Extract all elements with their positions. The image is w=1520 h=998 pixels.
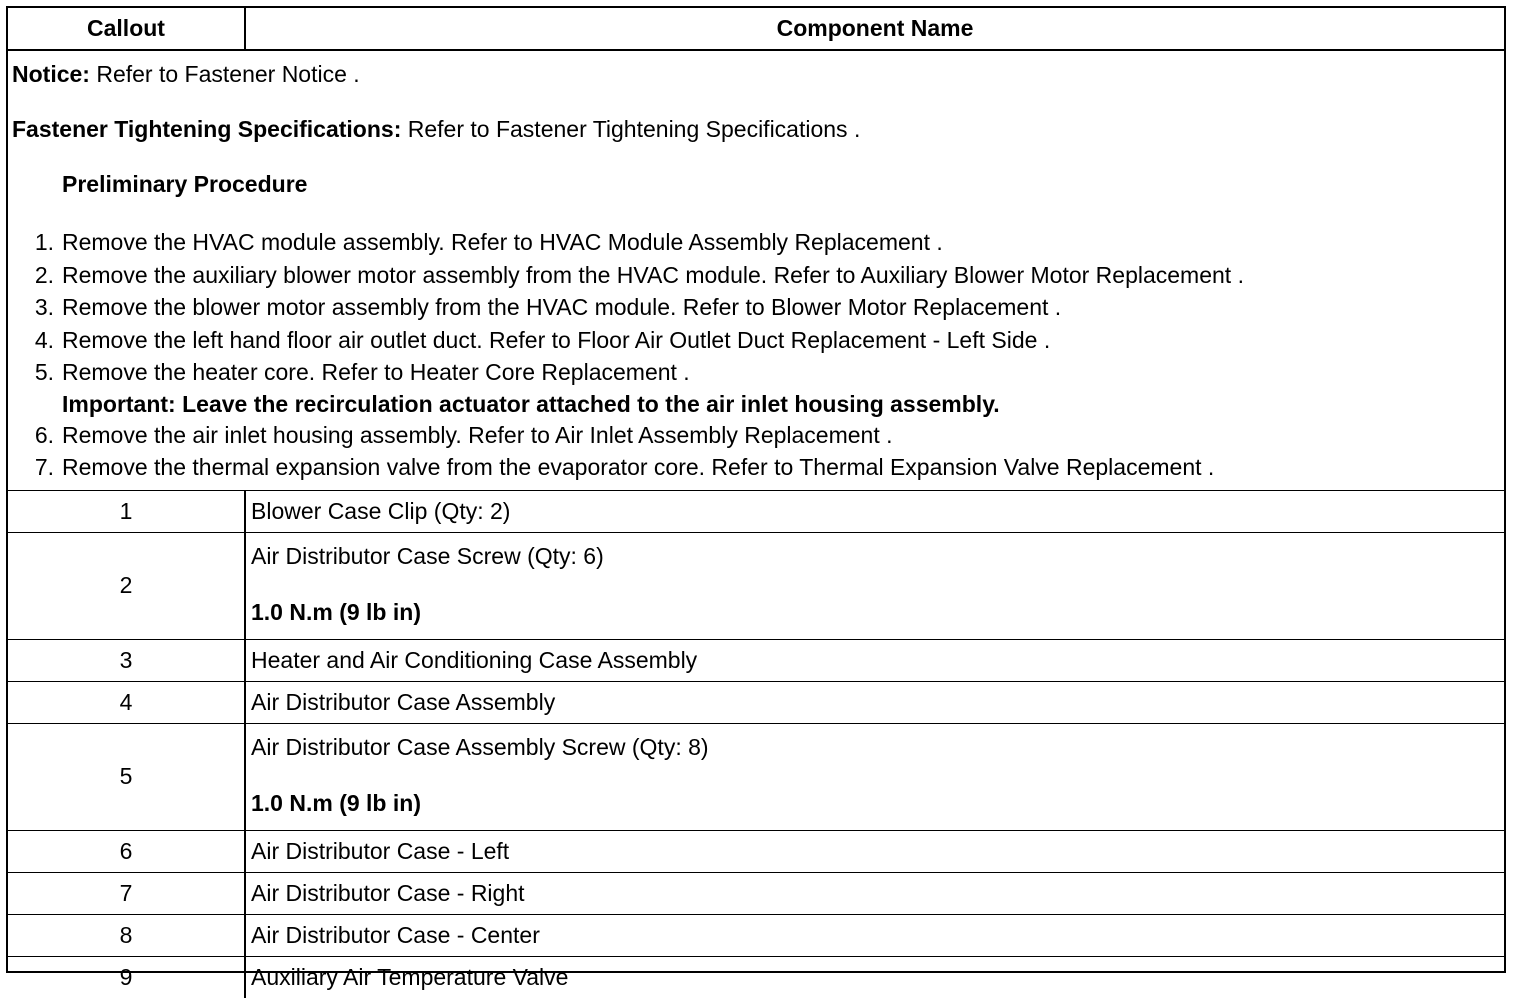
step-number: 2. [34,261,54,288]
step-number: 1. [34,229,54,255]
fastener-spec-label: Fastener Tightening Specifications: [12,116,402,142]
step-number: 6. [34,421,54,448]
table-header-row [8,8,1504,50]
notice-label: Notice: [12,61,90,87]
step-number: 3. [34,294,54,320]
step-number: 5. [34,359,54,385]
callout-cell: 3 [8,639,245,681]
step-text: Remove the blower motor assembly from the HVAC module. Refer to Blower Motor Replacement . [62,294,1062,320]
preliminary-procedure-title: Preliminary Procedure [62,171,308,197]
callout-cell: 5 [8,723,245,830]
procedure-step [12,291,1500,324]
table-row [8,532,1504,639]
callout-cell: 8 [8,914,245,956]
important-note [12,389,1500,419]
table-row [8,956,1504,998]
component-name-cell: Air Distributor Case - Center [245,914,1504,956]
table-row [8,681,1504,723]
step-number: 7. [34,454,54,480]
step-text: Remove the heater core. Refer to Heater Core Replacement . [62,359,690,385]
callout-cell: 2 [8,532,245,639]
fastener-spec-line [12,116,1500,142]
step-text: Remove the left hand floor air outlet duct. Refer to Floor Air Outlet Duct Replacement - Left Side . [62,326,1051,353]
notice-text: Refer to Fastener Notice . [89,61,360,87]
procedure-step [12,451,1500,484]
preliminary-info-row [8,50,1504,490]
callout-cell: 1 [8,490,245,532]
procedure-step [12,226,1500,259]
step-text: Remove the thermal expansion valve from the evaporator core. Refer to Thermal Expansion Valve Replacement . [62,454,1215,480]
procedure-step [12,356,1500,389]
callout-cell: 4 [8,681,245,723]
callout-cell: 9 [8,956,245,998]
torque-spec: 1.0 N.m (9 lb in) [251,598,421,625]
step-text: Remove the air inlet housing assembly. Refer to Air Inlet Assembly Replacement . [62,421,893,448]
component-name-cell [245,532,1504,639]
table-row [8,723,1504,830]
preliminary-info-cell [8,50,1504,490]
component-name-cell: Air Distributor Case - Right [245,872,1504,914]
callout-cell: 6 [8,830,245,872]
important-text: Leave the recirculation actuator attached to the air inlet housing assembly. [175,390,1000,417]
component-name: Air Distributor Case Assembly Screw (Qty: 8) [251,733,709,760]
procedure-step [12,324,1500,357]
component-name: Air Distributor Case Screw (Qty: 6) [251,542,604,569]
step-text: Remove the HVAC module assembly. Refer to HVAC Module Assembly Replacement . [62,229,943,255]
torque-spec: 1.0 N.m (9 lb in) [251,789,421,816]
procedure-step [12,419,1500,452]
component-name-cell: Blower Case Clip (Qty: 2) [245,490,1504,532]
table-row [8,872,1504,914]
fastener-spec-text: Refer to Fastener Tightening Specifications . [401,116,861,142]
component-table [8,8,1504,998]
step-number: 4. [34,326,54,353]
step-text: Remove the auxiliary blower motor assembly from the HVAC module. Refer to Auxiliary Blower Motor Replacement . [62,261,1244,288]
component-name-cell [245,723,1504,830]
component-name-cell: Air Distributor Case - Left [245,830,1504,872]
table-row [8,914,1504,956]
component-name-cell: Air Distributor Case Assembly [245,681,1504,723]
notice-line [12,61,1500,87]
callout-column-header: Callout [8,8,245,50]
component-table-frame [6,6,1506,990]
procedure-step [12,259,1500,292]
table-row [8,490,1504,532]
component-name-column-header: Component Name [245,8,1504,50]
component-name-cell: Auxiliary Air Temperature Valve [245,956,1504,998]
important-label: Important: [62,390,176,417]
callout-cell: 7 [8,872,245,914]
component-name-cell: Heater and Air Conditioning Case Assembly [245,639,1504,681]
table-row [8,639,1504,681]
table-row [8,830,1504,872]
